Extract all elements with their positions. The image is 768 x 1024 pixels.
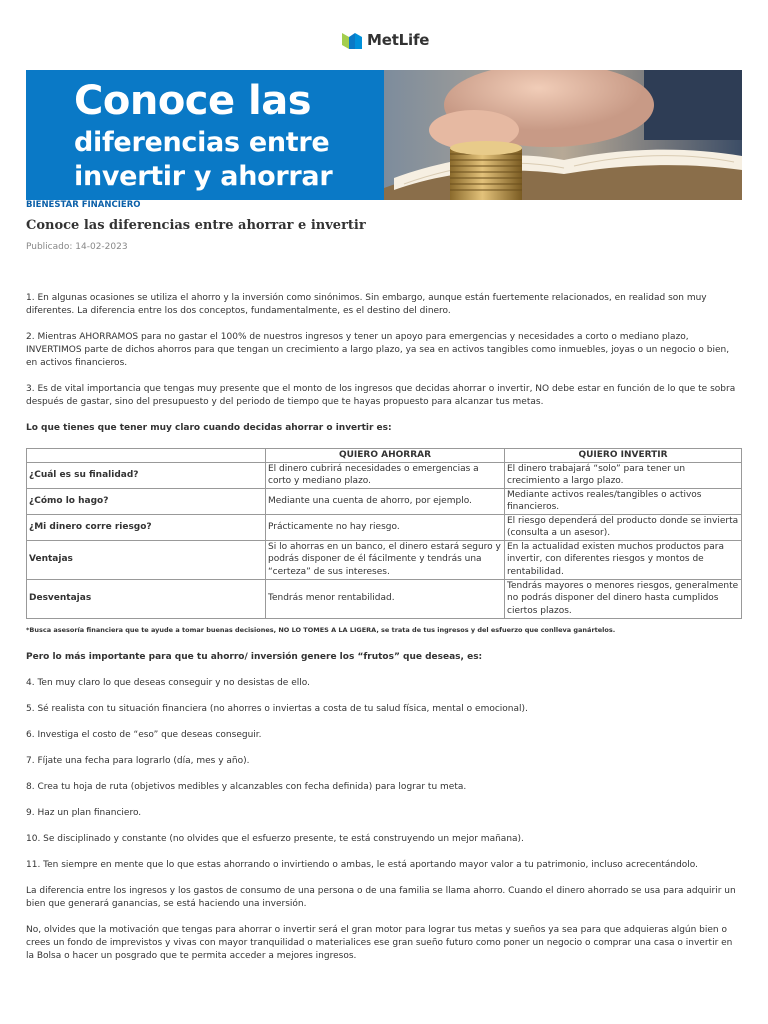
list-item: 8. Crea tu hoja de ruta (objetivos medibles y alcanzables con fecha definida) para lograr tu meta. bbox=[26, 781, 467, 792]
tips-list bbox=[26, 651, 742, 963]
table-cell: ¿Cómo lo hago? bbox=[27, 488, 266, 514]
table-header-cell: QUIERO AHORRAR bbox=[266, 449, 505, 463]
table-footnote: *Busca asesoría financiera que te ayude a tomar buenas decisiones, NO LO TOMES A LA LIGERA, se trata de tus ingresos y del esfuerzo que conlleva ganártelos. bbox=[26, 625, 616, 634]
table-intro: Lo que tienes que tener muy claro cuando decidas ahorrar o invertir es: bbox=[26, 423, 392, 433]
list-item: 6. Investiga el costo de “eso” que deseas conseguir. bbox=[26, 729, 262, 740]
paragraph: 3. Es de vital importancia que tengas muy presente que el monto de los ingresos que decidas ahorrar o invertir, NO debe estar en función de lo que te sobra después de gastar, sino del presupuesto y del periodo de tiempo que te hayas propuesto para alcanzar tus metas. bbox=[26, 384, 736, 407]
table-cell: Tendrás menor rentabilidad. bbox=[266, 579, 505, 618]
list-item: 7. Fíjate una fecha para lograrlo (día, mes y año). bbox=[26, 755, 250, 766]
metlife-logo[interactable] bbox=[342, 30, 429, 50]
list-item: 10. Se disciplinado y constante (no olvides que el esfuerzo presente, te está construyendo un mejor mañana). bbox=[26, 833, 524, 844]
list-item: 4. Ten muy claro lo que deseas conseguir y no desistas de ello. bbox=[26, 677, 310, 688]
table-cell: Desventajas bbox=[27, 579, 266, 618]
table-row bbox=[27, 514, 742, 540]
list-item: 5. Sé realista con tu situación financiera (no ahorres o inviertas a costa de tu salud física, mental o emocional). bbox=[26, 703, 528, 714]
table-row bbox=[27, 540, 742, 579]
paragraph: 2. Mientras AHORRAMOS para no gastar el 100% de nuestros ingresos y tener un apoyo para emergencias y necesidades a corto o mediano plazo, INVERTIMOS parte de dichos ahorros para que tengan un crecimiento a largo plazo, ya sea en activos tangibles como inmuebles, joyas o un negocio o bien, en activos financieros. bbox=[26, 332, 730, 368]
table-cell: Tendrás mayores o menores riesgos, generalmente no podrás disponer del dinero hasta cumplidos ciertos plazos. bbox=[505, 579, 742, 618]
table-cell: El dinero cubrirá necesidades o emergencias a corto y mediano plazo. bbox=[266, 462, 505, 488]
paragraph: No, olvides que la motivación que tengas para ahorrar o invertir será el gran motor para lograr tus metas y sueños ya sea para que adquieras algún bien o crees un fondo de imprevistos y vivas con mayor tranquilidad o materialices ese gran sueño futuro como poner un negocio o comprar una casa o invertir en la Bolsa o hacer un posgrado que te permita acceder a mejores ingresos. bbox=[26, 924, 733, 961]
metlife-logo-icon bbox=[342, 30, 362, 50]
paragraph: 1. En algunas ocasiones se utiliza el ahorro y la inversión como sinónimos. Sin embargo, aunque están fuertemente relacionados, en realidad son muy diferentes. La diferencia entre los dos conceptos, fundamentalmente, es el destino del dinero. bbox=[26, 293, 707, 316]
table-header-cell bbox=[27, 449, 266, 463]
hero-banner bbox=[26, 70, 742, 200]
article-body bbox=[26, 292, 742, 976]
hero-title bbox=[74, 76, 332, 194]
table-row bbox=[27, 488, 742, 514]
table-cell: El dinero trabajará “solo” para tener un crecimiento a largo plazo. bbox=[505, 462, 742, 488]
table-cell: En la actualidad existen muchos productos para invertir, con diferentes riesgos y montos de rentabilidad. bbox=[505, 540, 742, 579]
comparison-table bbox=[26, 448, 742, 619]
table-header-cell: QUIERO INVERTIR bbox=[505, 449, 742, 463]
table-cell: Mediante activos reales/tangibles o activos financieros. bbox=[505, 488, 742, 514]
coin-stack bbox=[450, 141, 522, 200]
paragraph: La diferencia entre los ingresos y los gastos de consumo de una persona o de una familia se llama ahorro. Cuando el dinero ahorrado se usa para adquirir un bien que generará ganancias, se está haciendo una inversión. bbox=[26, 885, 736, 909]
hero-line-2: diferencias entre bbox=[74, 127, 330, 158]
table-cell: ¿Cuál es su finalidad? bbox=[27, 462, 266, 488]
table-cell: Mediante una cuenta de ahorro, por ejemplo. bbox=[266, 488, 505, 514]
table-header-row bbox=[27, 449, 742, 463]
table-cell: ¿Mi dinero corre riesgo? bbox=[27, 514, 266, 540]
table-cell: El riesgo dependerá del producto donde se invierta (consulta a un asesor). bbox=[505, 514, 742, 540]
tips-intro: Pero lo más importante para que tu ahorro/ inversión genere los “frutos” que deseas, es: bbox=[26, 651, 483, 662]
article-category[interactable]: BIENESTAR FINANCIERO bbox=[26, 200, 141, 210]
table-row bbox=[27, 462, 742, 488]
table-row bbox=[27, 579, 742, 618]
hero-photo-coins-book bbox=[384, 70, 742, 200]
article-title: Conoce las diferencias entre ahorrar e invertir bbox=[26, 218, 366, 233]
table-cell: Prácticamente no hay riesgo. bbox=[266, 514, 505, 540]
list-item: 9. Haz un plan financiero. bbox=[26, 807, 142, 818]
hero-line-1: Conoce las bbox=[74, 78, 312, 124]
publish-date: Publicado: 14-02-2023 bbox=[26, 242, 128, 252]
table-cell: Si lo ahorras en un banco, el dinero estará seguro y podrás disponer de él fácilmente y tendrás una “certeza” de sus intereses. bbox=[266, 540, 505, 579]
table-cell: Ventajas bbox=[27, 540, 266, 579]
hero-line-3: invertir y ahorrar bbox=[74, 161, 333, 192]
list-item: 11. Ten siempre en mente que lo que estas ahorrando o invirtiendo o ambas, le está aportando mayor valor a tu patrimonio, incluso acrecentándolo. bbox=[26, 859, 699, 870]
brand-name: MetLife bbox=[367, 31, 430, 49]
